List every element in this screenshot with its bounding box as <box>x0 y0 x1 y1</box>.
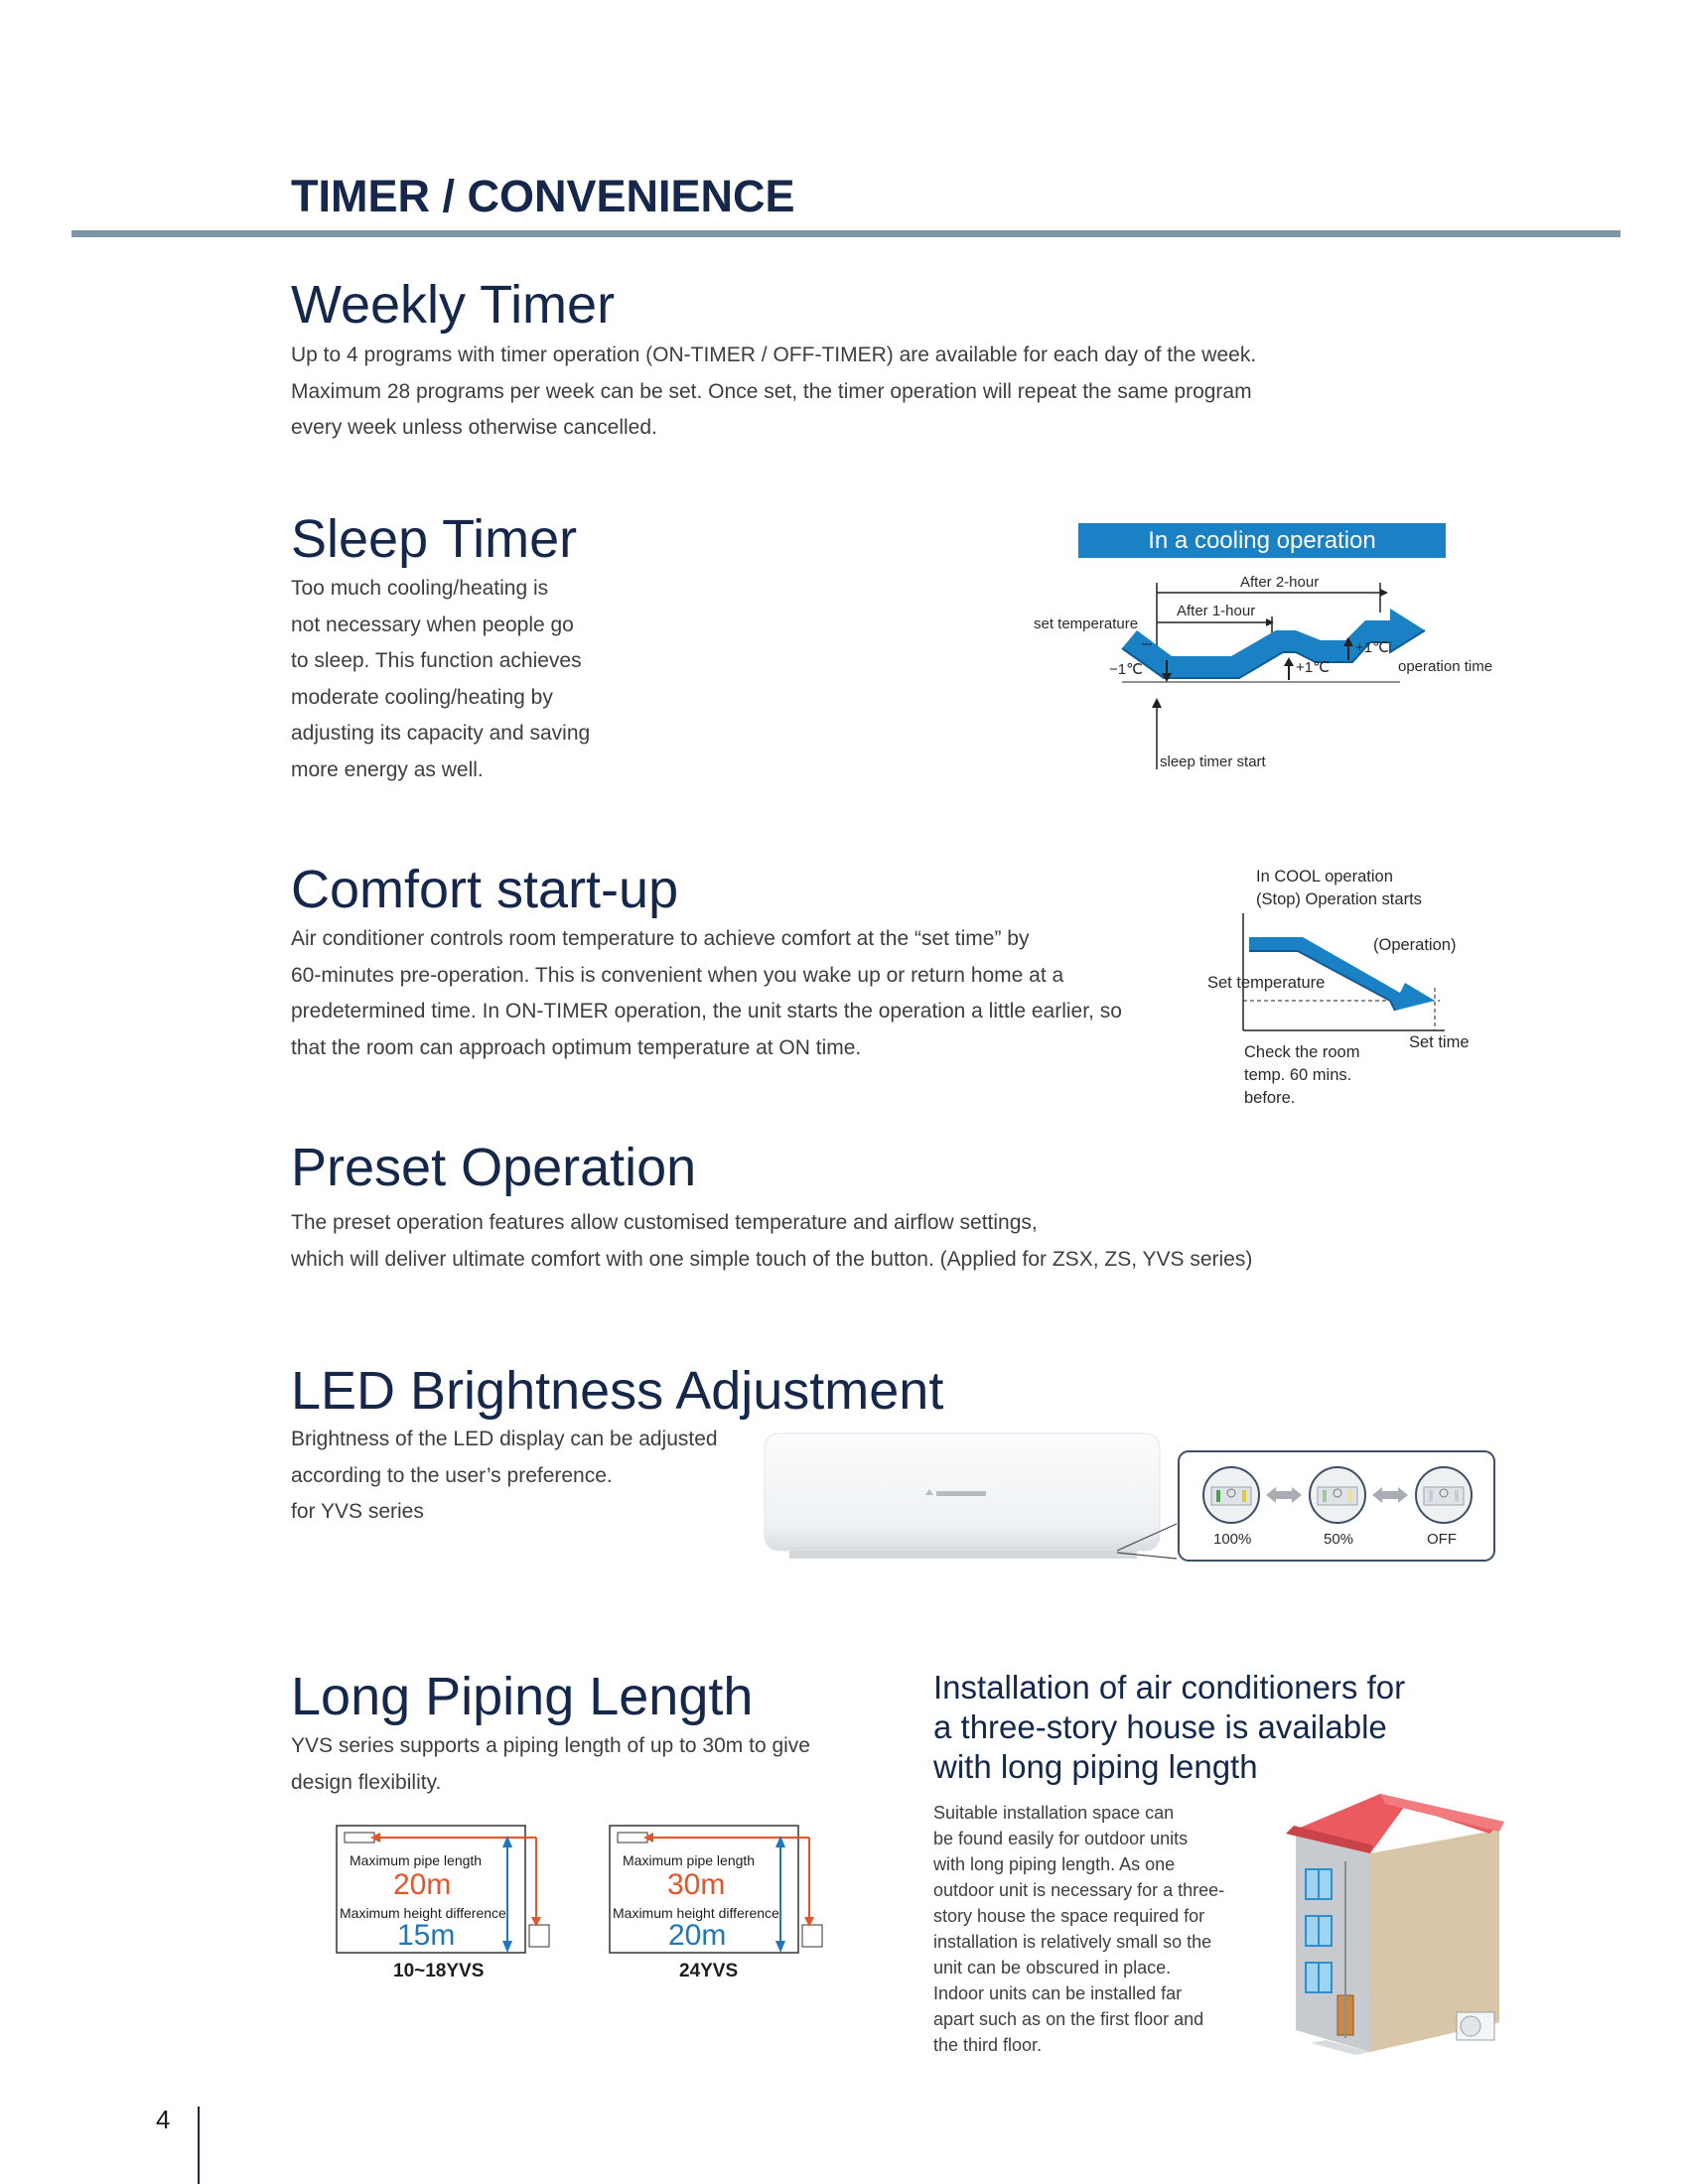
comfort-startup-line: that the room can approach optimum temperature at ON time. <box>291 1035 862 1059</box>
set-time-label: Set time <box>1409 1033 1470 1051</box>
sleep-timer-line: moderate cooling/heating by <box>291 685 553 709</box>
sleep-timer-line: Too much cooling/heating is <box>291 577 549 600</box>
pipe-model-label: 10~18YVS <box>393 1961 485 1981</box>
cooling-operation-banner: In a cooling operation <box>1078 523 1446 558</box>
max-pipe-length-label: Maximum pipe length <box>623 1852 756 1868</box>
plus-1c-label: +1℃ <box>1296 659 1330 676</box>
three-story-heading-line: Installation of air conditioners for <box>933 1669 1406 1706</box>
led-brightness-heading: LED Brightness Adjustment <box>291 1361 944 1421</box>
three-story-line: Indoor units can be installed far <box>933 1983 1183 2003</box>
pipe-model-label: 24YVS <box>679 1961 739 1981</box>
sleep-timer-text <box>291 571 708 788</box>
sleep-timer-line: adjusting its capacity and saving <box>291 722 591 745</box>
led-level-100: 100% <box>1213 1531 1252 1548</box>
page-number-divider <box>198 2107 200 2184</box>
three-story-line: be found easily for outdoor units <box>933 1829 1189 1848</box>
long-piping-text <box>291 1728 907 1801</box>
weekly-timer-text <box>291 338 1383 447</box>
comfort-startup-heading: Comfort start-up <box>291 860 679 919</box>
max-height-value: 15m <box>397 1919 456 1952</box>
comfort-startup-line: 60-minutes pre-operation. This is convenient when you wake up or return home at a <box>291 963 1064 987</box>
preset-operation-text <box>291 1205 1383 1278</box>
three-story-line: unit can be obscured in place. <box>933 1958 1172 1978</box>
max-height-label: Maximum height difference <box>613 1905 779 1921</box>
set-temperature-label: Set temperature <box>1207 974 1326 992</box>
three-story-line: outdoor unit is necessary for a three- <box>933 1880 1225 1900</box>
comfort-startup-line: predetermined time. In ON-TIMER operation, the unit starts the operation a little earlier, so <box>291 1000 1122 1023</box>
three-story-heading-line: with long piping length <box>933 1748 1258 1785</box>
led-brightness-text <box>291 1422 768 1531</box>
page-title: TIMER / CONVENIENCE <box>291 171 795 221</box>
led-level-50: 50% <box>1324 1531 1354 1548</box>
max-pipe-length-value: 30m <box>667 1868 726 1901</box>
three-story-line: installation is relatively small so the <box>933 1932 1212 1952</box>
check-room-line: temp. 60 mins. <box>1244 1066 1352 1084</box>
preset-operation-heading: Preset Operation <box>291 1138 697 1197</box>
three-story-line: story house the space required for <box>933 1906 1205 1926</box>
three-story-line: Suitable installation space can <box>933 1803 1175 1823</box>
title-divider <box>71 230 1620 237</box>
led-brightness-line: Brightness of the LED display can be adjusted <box>291 1428 718 1450</box>
long-piping-line: design flexibility. <box>291 1770 442 1794</box>
weekly-timer-line: Maximum 28 programs per week can be set. Once set, the timer operation will repeat the same program <box>291 379 1252 403</box>
comfort-startup-text <box>291 921 1185 1066</box>
operation-starts-label: (Stop) Operation starts <box>1256 890 1422 908</box>
preset-operation-line: which will deliver ultimate comfort with one simple touch of the button. (Applied for ZSX, ZS, YVS series) <box>291 1247 1253 1271</box>
sleep-timer-heading: Sleep Timer <box>291 509 578 569</box>
sleep-timer-line: to sleep. This function achieves <box>291 649 582 672</box>
max-pipe-length-value: 20m <box>393 1868 452 1901</box>
after-1-hour-label: After 1-hour <box>1177 603 1256 619</box>
max-pipe-length-label: Maximum pipe length <box>350 1852 483 1868</box>
long-piping-line: YVS series supports a piping length of up to 30m to give <box>291 1734 810 1757</box>
weekly-timer-line: Up to 4 programs with timer operation (ON-TIMER / OFF-TIMER) are available for each day of the week. <box>291 343 1257 366</box>
plus-1c-label: +1℃ <box>1355 639 1389 656</box>
after-2-hour-label: After 2-hour <box>1240 574 1320 591</box>
three-story-line: apart such as on the first floor and <box>933 2009 1204 2029</box>
check-room-line: before. <box>1244 1089 1296 1107</box>
led-brightness-line: for YVS series <box>291 1500 424 1523</box>
operation-time-label: operation time <box>1398 658 1493 675</box>
operation-label: (Operation) <box>1373 936 1457 954</box>
in-cool-operation-label: In COOL operation <box>1256 868 1393 886</box>
led-adjustment-illustration <box>760 1430 1499 1569</box>
sleep-timer-start-label: sleep timer start <box>1160 753 1266 770</box>
three-story-heading <box>933 1668 1405 1787</box>
check-room-label <box>1244 1041 1359 1110</box>
led-level-off: OFF <box>1427 1531 1457 1548</box>
comfort-startup-line: Air conditioner controls room temperature to achieve comfort at the “set time” by <box>291 927 1030 950</box>
three-story-text <box>933 1800 1261 2058</box>
sleep-timer-line: more energy as well. <box>291 757 484 781</box>
sleep-timer-line: not necessary when people go <box>291 613 574 636</box>
three-story-line: the third floor. <box>933 2035 1043 2055</box>
preset-operation-line: The preset operation features allow customised temperature and airflow settings, <box>291 1211 1038 1234</box>
set-temperature-label: set temperature <box>1034 615 1139 632</box>
comfort-startup-diagram <box>1201 893 1499 1052</box>
weekly-timer-line: every week unless otherwise cancelled. <box>291 416 657 439</box>
long-piping-heading: Long Piping Length <box>291 1667 754 1726</box>
house-illustration <box>1286 1792 1514 2060</box>
minus-1c-label: −1℃ <box>1109 661 1143 678</box>
led-brightness-line: according to the user’s preference. <box>291 1463 613 1487</box>
check-room-line: Check the room <box>1244 1043 1360 1061</box>
max-height-value: 20m <box>668 1919 727 1952</box>
weekly-timer-heading: Weekly Timer <box>291 275 616 335</box>
max-height-label: Maximum height difference <box>340 1905 506 1921</box>
three-story-line: with long piping length. As one <box>933 1854 1176 1874</box>
three-story-heading-line: a three-story house is available <box>933 1708 1387 1745</box>
page-number: 4 <box>156 2105 171 2134</box>
